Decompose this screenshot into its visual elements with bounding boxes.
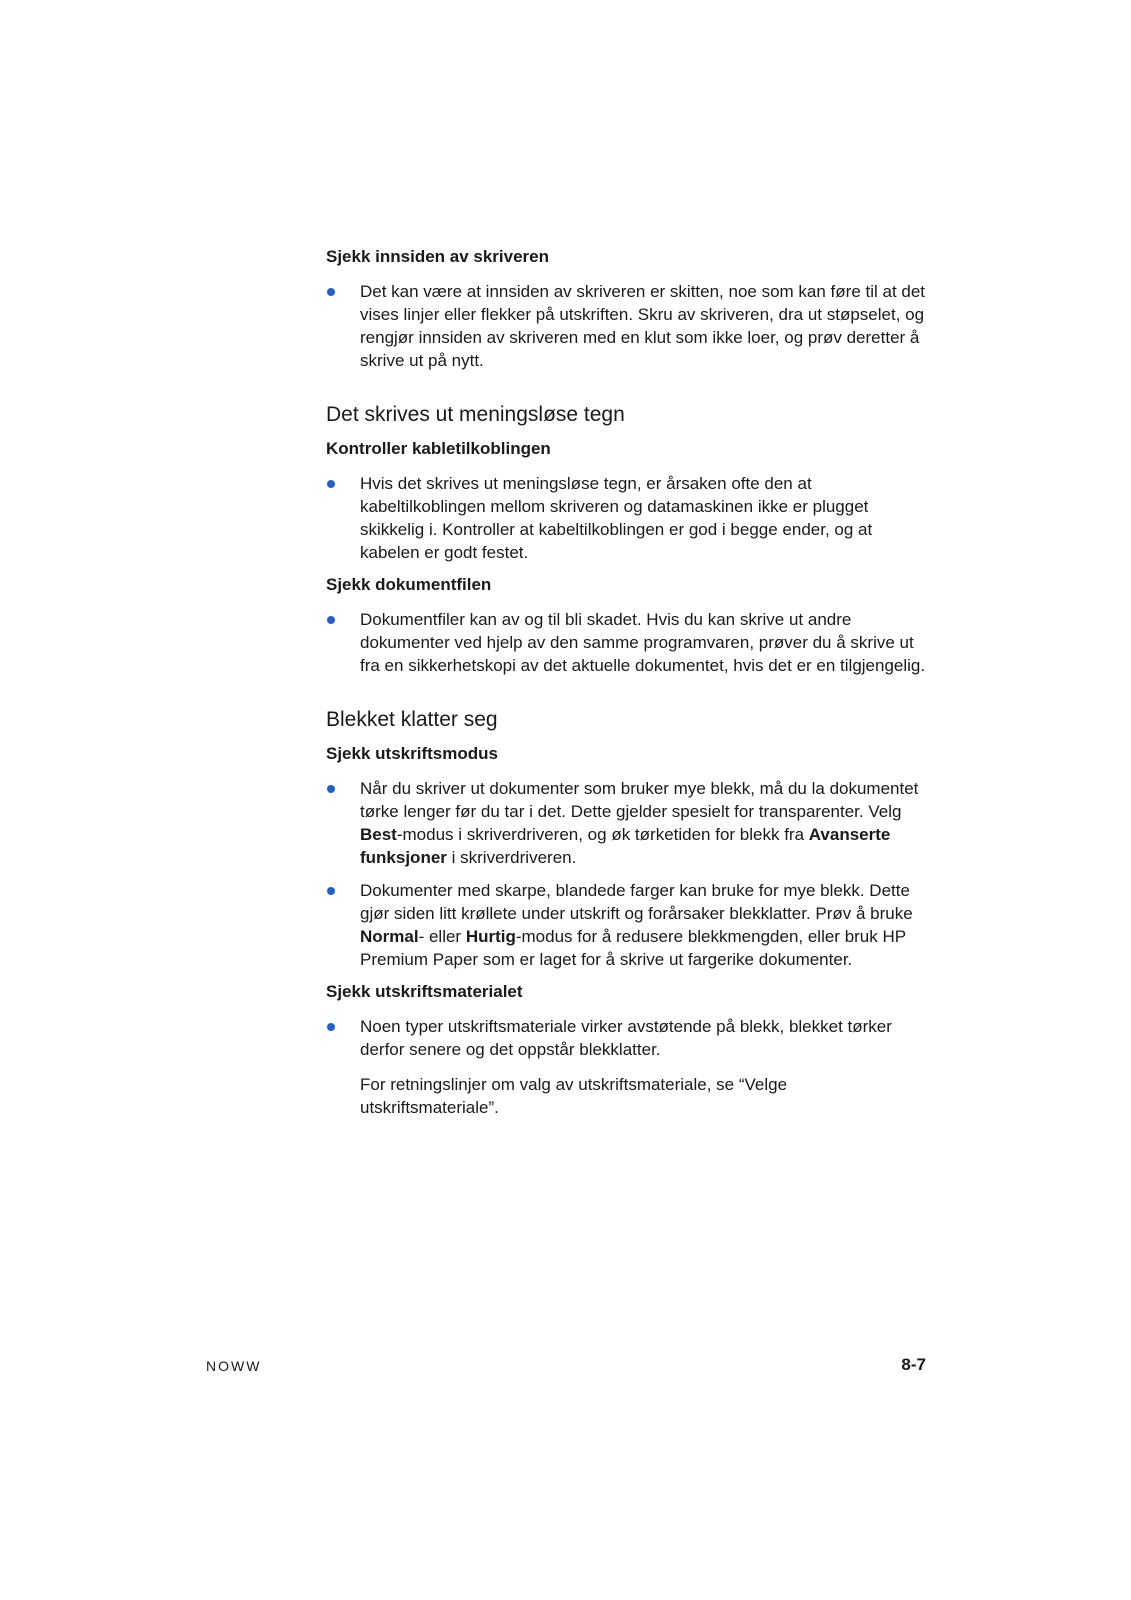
- bullet-text: [360, 879, 926, 971]
- bullet-item: [326, 879, 926, 971]
- page-number: 8-7: [901, 1355, 926, 1374]
- bullet-text: [360, 1015, 926, 1061]
- bullet-text: [360, 472, 926, 564]
- content-group: [326, 981, 926, 1119]
- bullet-text: [360, 280, 926, 372]
- section-title: Det skrives ut meningsløse tegn: [326, 403, 625, 426]
- subheading: Sjekk innsiden av skriveren: [326, 247, 550, 266]
- subheading: Sjekk utskriftsmaterialet: [326, 982, 523, 1001]
- subheading: Kontroller kabletilkoblingen: [326, 439, 551, 458]
- note-paragraph: For retningslinjer om valg av utskriftsmateriale, se “Velge utskriftsmateriale”.: [360, 1075, 788, 1117]
- bullet-text: [360, 608, 926, 677]
- bullet-list: [326, 608, 926, 677]
- text-segment: Dokumenter med skarpe, blandede farger kan bruke for mye blekk. Dette gjør siden litt krøllete under utskrift og forårsaker blekklatter. Prøv å bruke: [360, 881, 913, 923]
- text-segment: Dokumentfiler kan av og til bli skadet. Hvis du kan skrive ut andre dokumenter ved hjelp av den samme programvaren, prøver du å skrive ut fra en sikkerhetskopi av det aktuelle dokumentet, hvis det er en tilgjengelig.: [360, 610, 926, 675]
- footer-left-label: NOWW: [206, 1358, 262, 1374]
- bullet-list: [326, 1015, 926, 1061]
- bullet-list: [326, 280, 926, 372]
- text-segment: -modus for å redusere blekkmengden, eller bruk HP Premium Paper som er laget for å skrive ut fargerike dokumenter.: [360, 927, 906, 969]
- bullet-dot-icon: [327, 616, 335, 624]
- text-segment: -modus i skriverdriveren, og øk tørketiden for blekk fra: [396, 825, 809, 844]
- bold-term: Hurtig: [465, 927, 516, 946]
- text-segment: i skriverdriveren.: [446, 848, 577, 867]
- subheading: Sjekk dokumentfilen: [326, 575, 492, 594]
- text-segment: Det kan være at innsiden av skriveren er skitten, noe som kan føre til at det vises linjer eller flekker på utskriften. Skru av skriveren, dra ut støpselet, og rengjør innsiden av skriveren med en klut som ikke loer, og prøv deretter å skrive ut på nytt.: [360, 282, 926, 370]
- bold-term: Avanserte funksjoner: [360, 825, 891, 867]
- bullet-dot-icon: [327, 887, 335, 895]
- bullet-list: [326, 472, 926, 564]
- bold-term: Normal: [360, 927, 419, 946]
- subheading: Sjekk utskriftsmodus: [326, 744, 498, 763]
- text-segment: - eller: [418, 927, 466, 946]
- bullet-item: [326, 280, 926, 372]
- bullet-list: [326, 777, 926, 971]
- content-group: [326, 743, 926, 971]
- text-segment: Når du skriver ut dokumenter som bruker mye blekk, må du la dokumentet tørke lenger før du tar i det. Dette gjelder spesielt for transparenter. Velg: [360, 779, 919, 821]
- bullet-item: [326, 472, 926, 564]
- bullet-dot-icon: [327, 288, 335, 296]
- page-content: [326, 246, 926, 1123]
- bold-term: Best: [360, 825, 397, 844]
- section-title: Blekket klatter seg: [326, 708, 498, 731]
- content-group: [326, 438, 926, 564]
- bullet-dot-icon: [327, 785, 335, 793]
- content-group: [326, 246, 926, 372]
- bullet-item: [326, 608, 926, 677]
- bullet-text: [360, 777, 926, 869]
- text-segment: Noen typer utskriftsmateriale virker avstøtende på blekk, blekket tørker derfor senere og det oppstår blekklatter.: [360, 1017, 892, 1059]
- content-group: [326, 574, 926, 677]
- text-segment: Hvis det skrives ut meningsløse tegn, er årsaken ofte den at kabeltilkoblingen mellom skriveren og datamaskinen ikke er plugget skikkelig i. Kontroller at kabeltilkoblingen er god i begge ender, og at kabelen er godt festet.: [360, 474, 873, 562]
- bullet-dot-icon: [327, 480, 335, 488]
- bullet-dot-icon: [327, 1023, 335, 1031]
- bullet-item: [326, 777, 926, 869]
- bullet-item: [326, 1015, 926, 1061]
